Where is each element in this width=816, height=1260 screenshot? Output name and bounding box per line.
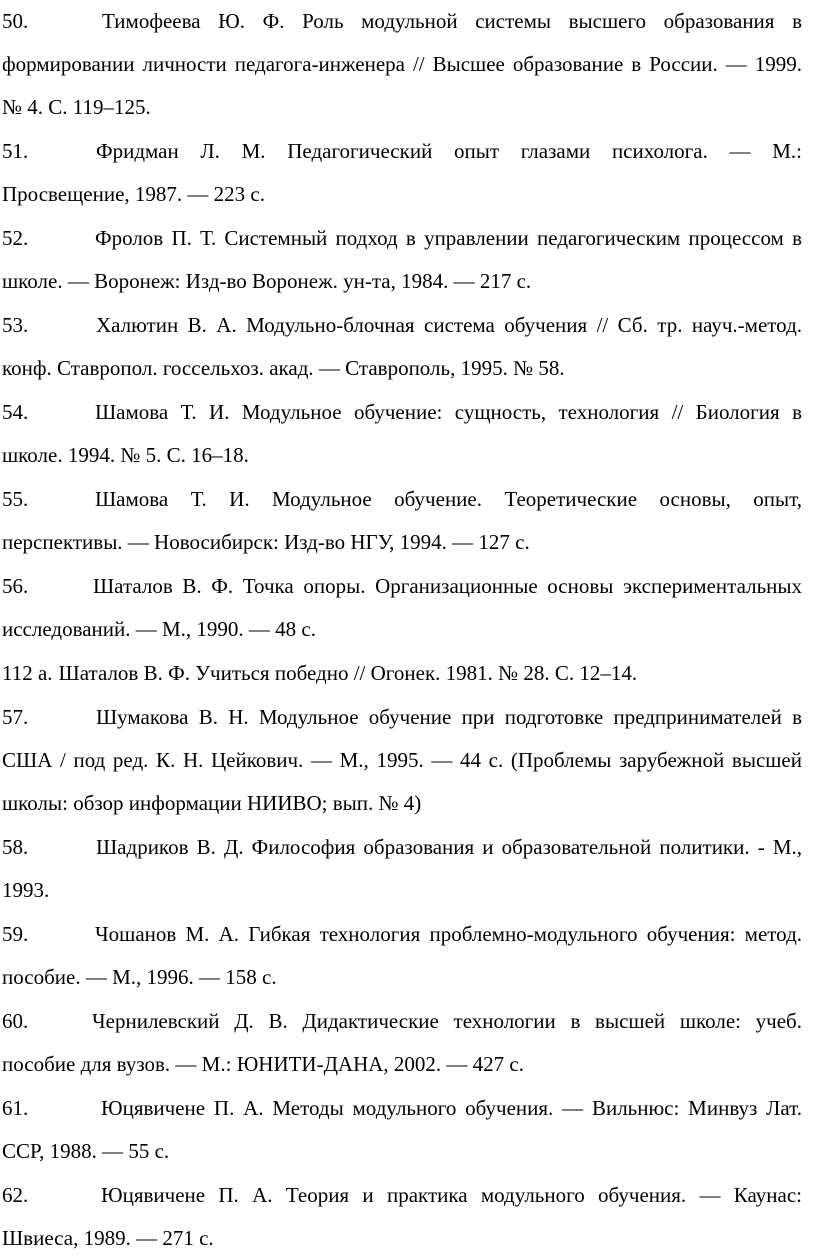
reference-item bbox=[2, 826, 802, 912]
reference-item bbox=[2, 913, 802, 999]
reference-text: Фролов П. Т. Системный подход в управлении педагогическим процессом в школе. — Воронеж: Изд-во Воронеж. ун-та, 1984. — 217 с. bbox=[2, 226, 802, 293]
reference-text: Чернилевский Д. В. Дидактические технологии в высшей школе: учеб. пособие для вузов. — М.: ЮНИТИ-ДАНА, 2002. — 427 с. bbox=[2, 1009, 802, 1076]
reference-number: 56. bbox=[2, 574, 29, 598]
reference-number: 58. bbox=[2, 835, 29, 859]
reference-item bbox=[2, 696, 802, 825]
reference-number: 57. bbox=[2, 705, 29, 729]
reference-text: Халютин В. А. Модульно-блочная система обучения // Сб. тр. науч.-метод. конф. Ставропол. госсельхоз. акад. — Ставрополь, 1995. № 58. bbox=[2, 313, 802, 380]
reference-number: 61. bbox=[2, 1096, 29, 1120]
reference-text: Юцявичене П. А. Методы модульного обучения. — Вильнюс: Минвуз Лат. ССР, 1988. — 55 с. bbox=[2, 1096, 802, 1163]
reference-number: 60. bbox=[2, 1009, 29, 1033]
reference-number: 59. bbox=[2, 922, 29, 946]
reference-item bbox=[2, 565, 802, 651]
reference-text: Шамова Т. И. Модульное обучение. Теоретические основы, опыт, перспективы. — Новосибирск: Изд-во НГУ, 1994. — 127 с. bbox=[2, 487, 802, 554]
reference-number: 51. bbox=[2, 139, 29, 163]
reference-text: Шамова Т. И. Модульное обучение: сущность, технология // Биология в школе. 1994. № 5. С. 16–18. bbox=[2, 400, 802, 467]
reference-number: 62. bbox=[2, 1183, 29, 1207]
reference-item bbox=[2, 1087, 802, 1173]
reference-text: Чошанов М. А. Гибкая технология проблемно-модульного обучения: метод. пособие. — М., 1996. — 158 с. bbox=[2, 922, 802, 989]
reference-item bbox=[2, 217, 802, 303]
reference-number: 55. bbox=[2, 487, 29, 511]
reference-text: Шумакова В. Н. Модульное обучение при подготовке предпринимателей в США / под ред. К. Н. Цейкович. — М., 1995. — 44 с. (Проблемы зарубежной высшей школы: обзор информации НИИВО; вып. № 4) bbox=[2, 705, 802, 815]
reference-item bbox=[2, 652, 802, 695]
reference-text: Шадриков В. Д. Философия образования и образовательной политики. - М., 1993. bbox=[2, 835, 802, 902]
reference-number: 54. bbox=[2, 400, 29, 424]
reference-item bbox=[2, 1000, 802, 1086]
reference-item bbox=[2, 0, 802, 129]
reference-text: Шаталов В. Ф. Учиться победно // Огонек. 1981. № 28. С. 12–14. bbox=[58, 661, 638, 685]
reference-number: 52. bbox=[2, 226, 29, 250]
reference-item bbox=[2, 478, 802, 564]
reference-item bbox=[2, 304, 802, 390]
reference-item bbox=[2, 391, 802, 477]
reference-text: Тимофеева Ю. Ф. Роль модульной системы высшего образования в формировании личности педагога-инженера // Высшее образование в России. — 1999. № 4. С. 119–125. bbox=[2, 9, 802, 119]
reference-number: 50. bbox=[2, 9, 29, 33]
reference-number: 112 а. bbox=[2, 661, 53, 685]
reference-text: Юцявичене П. А. Теория и практика модульного обучения. — Каунас: Швиеса, 1989. — 271 с. bbox=[2, 1183, 802, 1250]
reference-text: Фридман Л. М. Педагогический опыт глазами психолога. — М.: Просвещение, 1987. — 223 с. bbox=[2, 139, 802, 206]
reference-text: Шаталов В. Ф. Точка опоры. Организационные основы экспериментальных исследований. — М., 1990. — 48 с. bbox=[2, 574, 802, 641]
reference-item bbox=[2, 1174, 802, 1260]
reference-number: 53. bbox=[2, 313, 29, 337]
reference-list bbox=[2, 0, 802, 1260]
reference-item bbox=[2, 130, 802, 216]
